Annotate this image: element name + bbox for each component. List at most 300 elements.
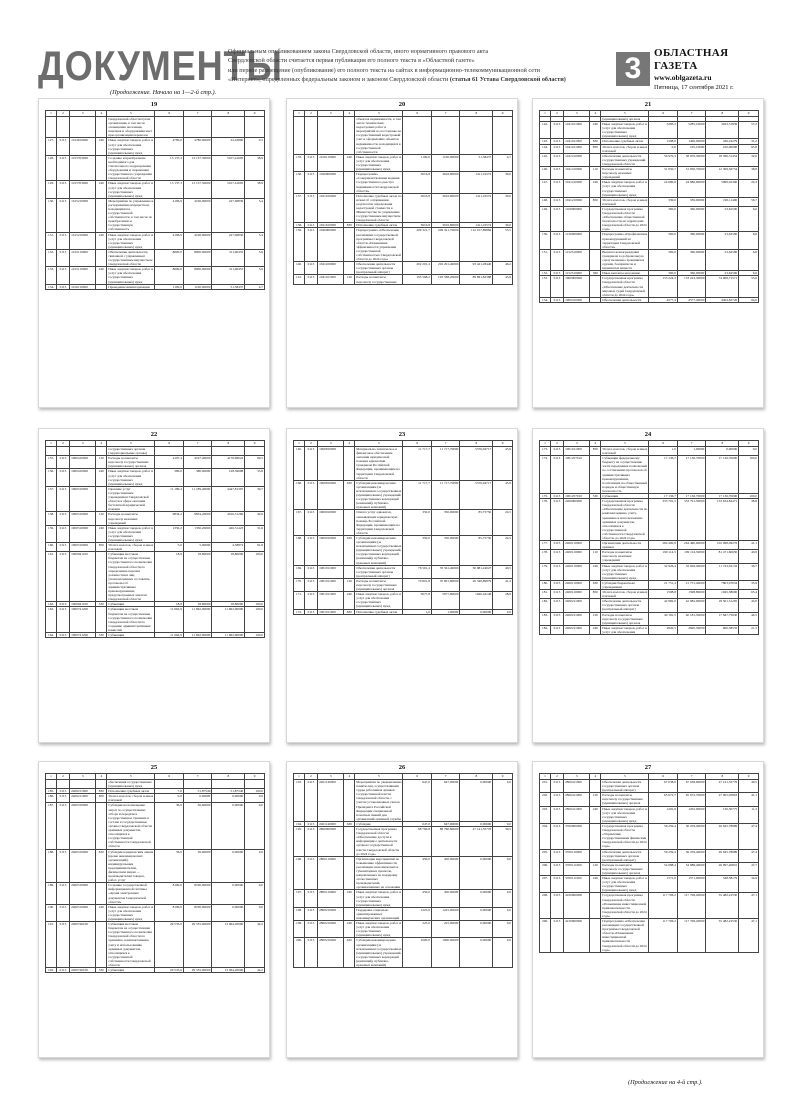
table-cell [590, 541, 601, 550]
column-number: 5 [107, 774, 155, 780]
table-cell: Уплата налогов, сборов и иных платежей [602, 144, 648, 153]
table-cell: 174. [540, 456, 551, 494]
document-page [286, 98, 518, 408]
table-cell: 4447,81397 [212, 486, 245, 512]
table-cell: 3616,8 [403, 172, 431, 193]
table-cell: 1100,0 [403, 154, 431, 171]
table-cell: 0113 [56, 904, 69, 921]
table-cell: Организация мероприятий по повышению эффективности реализации экономических и гуманитарных проектов, направленных на поддержку отечественных производителей, организованных на основании [355, 856, 403, 890]
table-cell: 2800411000 [564, 780, 590, 793]
table-cell: Обеспечение деятельности государственных органов (центральный аппарат) [355, 565, 403, 578]
column-number: 3 [318, 774, 344, 780]
table-cell: Расходы на выплаты персоналу государственных [355, 275, 403, 284]
table-cell: 44,2 [245, 968, 265, 973]
table-cell: 13 064,20000 [212, 922, 245, 968]
table-cell [344, 856, 355, 890]
table-cell: 2400110000 [564, 550, 590, 563]
table-cell: 1900510000 [70, 512, 96, 525]
table-cell: 131. [46, 232, 57, 249]
table-cell: 199 114,50000 [677, 550, 705, 563]
table-cell: 1900410000 [70, 456, 96, 469]
table-cell: 0,00000 [460, 780, 493, 822]
table-cell: 1225,00000 [431, 907, 459, 920]
table-cell: 169. [294, 565, 305, 578]
table-cell: 0,0 [245, 849, 265, 883]
table-cell: 5677,8 [403, 592, 431, 609]
table-cell: 1041011000 [564, 144, 590, 153]
table-cell: 120 [590, 612, 601, 625]
table-cell: 26 645,78989 [706, 823, 739, 849]
table-row [46, 232, 265, 249]
table-cell: 1901011000 [318, 578, 344, 591]
table-cell: 151. [540, 249, 551, 270]
table-cell: Исполнение судебных актов [355, 609, 403, 614]
table-row [46, 543, 265, 552]
table-cell: 3616,80000 [431, 172, 459, 193]
table-cell: 1021610000 [318, 193, 344, 223]
table-cell: 120 [344, 578, 355, 591]
table-cell: 0,0 [493, 890, 513, 907]
column-number: 2 [550, 111, 563, 117]
table-cell: 0113 [56, 543, 69, 552]
table-cell: 70 801,80000 [431, 578, 459, 591]
table-cell: государственных органов (территориальные органы) [107, 447, 155, 456]
table-cell: 110 [590, 550, 601, 563]
table-cell: 89 861,82388 [460, 275, 493, 284]
table-cell: 0113 [550, 249, 563, 270]
table-cell: 360,0 [649, 206, 677, 232]
table-cell: 0113 [304, 609, 317, 614]
table-cell: 41,1 [739, 541, 759, 550]
table-cell: 1015703000 [70, 181, 96, 198]
table-cell: 240 [344, 154, 355, 171]
table-cell: 58 970,30000 [677, 153, 705, 166]
table-cell [155, 117, 183, 138]
table-cell: 4196,9 [155, 198, 183, 232]
table-cell: 18 501,51295 [706, 599, 739, 612]
table-cell: 339,0 [649, 197, 677, 206]
table-cell: 0,0 [493, 921, 513, 938]
table-cell: 2800110000 [318, 856, 344, 890]
table-cell: 158. [46, 512, 57, 525]
table-cell: 11 662,90000 [212, 633, 245, 638]
table-cell: 29 340,89879 [460, 578, 493, 591]
column-number: 6 [649, 774, 677, 780]
column-number: 4 [96, 111, 107, 117]
budget-table [539, 110, 759, 303]
table-cell [96, 447, 107, 456]
table-cell: 0113 [56, 607, 69, 633]
document-page [38, 428, 270, 743]
table-cell: 100,0 [739, 494, 759, 499]
table-row [540, 180, 759, 197]
table-cell: 159. [46, 525, 57, 542]
table-cell: 1041011000 [564, 122, 590, 139]
table-cell: 2820,5 [649, 625, 677, 634]
table-cell: Расходы на выплаты персоналу казенных учреждений [601, 167, 649, 180]
table-cell: 0,0 [493, 907, 513, 920]
table-cell [245, 447, 265, 456]
table-cell: 0113 [304, 228, 317, 262]
table-cell: 40,5 [493, 565, 513, 578]
table-cell: 0113 [56, 138, 69, 155]
table-cell: 99,5 [245, 456, 265, 469]
table-cell: Субвенции [107, 633, 155, 638]
table-cell: 1411,16574 [460, 223, 493, 228]
table-cell: 128. [46, 155, 57, 181]
table-row [46, 968, 265, 973]
table-cell: 187. [46, 803, 57, 849]
table-cell: 1,0 [403, 609, 431, 614]
table-cell: 39,0 [493, 223, 513, 228]
table-row [46, 284, 265, 289]
table-cell: 11 189,4 [155, 486, 183, 512]
table-cell: 202 201,40000 [431, 262, 459, 275]
budget-table [45, 773, 265, 973]
table-row [46, 904, 265, 921]
table-cell: 0113 [304, 821, 317, 826]
table-cell: 1411,16574 [460, 193, 493, 223]
table-cell: 157. [46, 486, 57, 512]
table-cell: Обеспечение деятельности государственных органов (центральный аппарат) [601, 849, 649, 862]
table-cell [590, 849, 601, 862]
table-cell: 127. [46, 138, 57, 155]
table-cell: 2400310000 [70, 849, 96, 883]
column-number: 1 [294, 111, 305, 117]
table-cell: 56,7 [739, 197, 759, 206]
column-number: 1 [294, 441, 305, 447]
table-cell: 0113 [550, 599, 563, 612]
column-number: 6 [155, 774, 183, 780]
column-number: 5 [107, 111, 155, 117]
table-cell: 2400110000 [564, 590, 590, 599]
table-cell [294, 117, 305, 155]
table-cell: 360,00000 [677, 232, 705, 249]
table-cell: 177. [540, 541, 551, 550]
table-cell: 145. [540, 153, 551, 166]
table-cell: 160. [46, 543, 57, 552]
publication-notice-text: «Интернет», определенных федеральным законом и законом Свердловской области [228, 75, 450, 83]
table-cell: 0,0 [493, 821, 513, 826]
table-cell: Поддержка социально ориентированных некоммерческих организаций [355, 907, 403, 920]
table-cell: 47,4 [739, 823, 759, 849]
table-row [540, 197, 759, 206]
table-row [294, 154, 513, 171]
table-cell: 18,80000 [183, 552, 211, 602]
table-cell: 7803,07634 [706, 580, 739, 589]
table-cell: 202 201,4 [403, 262, 431, 275]
column-number: 6 [155, 111, 183, 117]
table-cell: 647,0 [403, 780, 431, 822]
table-row [294, 117, 513, 155]
table-cell: 1901257010 [564, 456, 590, 494]
table-cell: 38,9 [245, 155, 265, 181]
table-cell: 1901011000 [318, 565, 344, 578]
table-cell: 9834,20000 [183, 512, 211, 525]
table-cell: 530 [96, 602, 107, 607]
table-cell: 0,00000 [183, 794, 211, 803]
table-cell: 1041210000 [564, 153, 590, 166]
column-number: 4 [344, 774, 355, 780]
table-cell: Оплата услуг адвокатов, оказывающих юридическую помощь Российской Федерации, проживающим на территории Свердловской области [355, 510, 403, 536]
table-cell: 197. [294, 890, 305, 907]
table-cell: 311,00455 [212, 267, 245, 284]
publication-notice-bold: (статья 61 Устава Свердловской области) [449, 75, 566, 83]
table-cell [431, 117, 459, 155]
table-cell: 209. [540, 919, 551, 953]
table-cell: 0113 [550, 550, 563, 563]
table-cell: 17 136,7 [649, 494, 677, 499]
table-cell: Иные закупки товаров, работ и услуг для обеспечения государственных (муниципальных) нужд [356, 921, 402, 938]
table-cell: 176. [540, 499, 551, 541]
table-cell: 630 [344, 821, 355, 826]
table-cell: 199 114,5 [649, 550, 677, 563]
table-cell: 1900641100 [70, 602, 96, 607]
column-number: 5 [107, 441, 155, 447]
table-cell: 65 672,7 [649, 793, 677, 806]
table-cell: Расходы на выплаты персоналу государственных (муниципальных) органов [601, 862, 649, 875]
table-cell: 18,80000 [212, 552, 245, 602]
table-cell: 850 [96, 543, 107, 552]
table-cell: 8600,00000 [183, 249, 211, 266]
column-number: 6 [155, 441, 183, 447]
column-number: 1 [294, 774, 305, 780]
table-cell: 360,00000 [677, 206, 705, 232]
column-number: 9 [739, 441, 759, 447]
table-cell: 94,0 [739, 297, 759, 302]
table-cell: 2400000000 [564, 499, 590, 541]
table-cell: 240 [344, 890, 355, 907]
document-page [532, 98, 764, 408]
table-cell: 40 181,50000 [677, 612, 705, 625]
table-cell: 0,00000 [212, 849, 245, 883]
table-cell: 227,06836 [212, 232, 245, 249]
table-row [540, 793, 759, 806]
table-cell: 360,0 [649, 271, 677, 276]
table-cell: 0113 [550, 206, 563, 232]
table-cell: 333 791,5 [649, 499, 677, 541]
table-row [540, 563, 759, 580]
table-cell [70, 117, 96, 138]
table-cell: 55 482,22530 [706, 919, 739, 953]
table-cell [96, 284, 107, 289]
table-row [540, 541, 759, 550]
table-cell: 34,9 [739, 876, 759, 893]
table-cell: Субвенции федеральному бюджету на осуществление части переданных полномочий по составлению протоколов об административных правонарушениях, посягающих на общественный порядок и общественную безопасность [602, 456, 647, 493]
table-cell: 0,00000 [212, 794, 245, 803]
table-cell: 65,4 [739, 590, 759, 599]
table-row [540, 499, 759, 541]
table-cell: 11 189,40000 [183, 486, 211, 512]
document-page-number: 25 [150, 764, 158, 771]
table-cell: 4197,40000 [183, 456, 211, 469]
table-cell: 9834,2 [155, 512, 183, 525]
table-cell: 0,0 [493, 780, 513, 822]
column-number: 4 [344, 111, 355, 117]
table-row [294, 907, 513, 920]
table-cell: 4577,4 [649, 297, 677, 302]
table-cell: 0113 [550, 499, 563, 541]
table-cell: 33,8 [245, 469, 265, 486]
table-cell: 195. [294, 827, 305, 857]
table-cell: Расходы на выплаты персоналу государственных (муниципальных) органов [355, 578, 403, 591]
column-number: 1 [540, 111, 551, 117]
budget-table [45, 110, 265, 290]
table-cell: Исполнение судебных актов [601, 139, 649, 144]
table-cell: Субвенции [107, 968, 155, 973]
table-cell: 190. [46, 904, 57, 921]
table-cell: 38,8 [739, 167, 759, 180]
table-row [294, 262, 513, 275]
table-cell: 179. [540, 563, 551, 580]
table-cell [96, 249, 107, 266]
table-cell: 0,00000 [460, 907, 493, 920]
table-cell: 4196,9 [155, 232, 183, 249]
table-cell: 1015210000 [70, 198, 96, 232]
table-cell: 32 926,40000 [677, 563, 705, 580]
table-cell: 0,0 [493, 938, 513, 968]
table-cell: 8190,00000 [183, 904, 211, 921]
table-cell: 17 136,70000 [677, 456, 705, 494]
table-cell: 0113 [304, 856, 317, 890]
table-cell: 240 [590, 122, 601, 139]
table-cell [304, 117, 317, 155]
table-cell: 450,0 [403, 856, 431, 890]
table-cell: 56 259,4 [649, 849, 677, 862]
table-cell [344, 510, 355, 536]
table-cell [344, 447, 355, 481]
table-cell: 130. [46, 198, 57, 232]
table-cell: 0113 [304, 480, 317, 510]
table-cell: 360,0 [649, 232, 677, 249]
table-cell [590, 599, 601, 612]
table-cell: 1900810000 [318, 480, 344, 510]
table-cell: 1900000000 [564, 276, 590, 297]
table-cell: Обеспечение деятельности государственных органов (центральный аппарат) [601, 780, 649, 793]
table-cell: 40,9 [245, 512, 265, 525]
masthead-title: ДОКУМЕНТЫ [38, 42, 283, 89]
table-cell: 1900741200 [70, 607, 96, 633]
table-cell: Субсидии некоммерческим организациям (за исключением государственных (муниципальных) учреждений, государственных корпораций (компаний), публично-правовых компаний) [356, 480, 402, 510]
table-cell: 333 791,50000 [677, 499, 705, 541]
table-cell: Исполнение судебных актов [355, 223, 403, 228]
table-cell: 0113 [550, 590, 563, 599]
table-cell: 199. [294, 921, 305, 938]
table-cell: 0,0 [649, 144, 677, 153]
table-cell [96, 486, 107, 512]
table-cell: 3700110000 [564, 849, 590, 862]
table-cell: 11 717,70000 [431, 447, 459, 481]
table-cell: 170. [294, 578, 305, 591]
table-cell: Подпрограмма «Обеспечение реализации государственной программы Свердловской области «Повышение эффективности управления государственной собственностью Свердловской области до 2024 года» [355, 228, 403, 262]
table-row [294, 480, 513, 510]
table-cell: 13 137,30000 [183, 155, 211, 181]
table-cell: 68 760,8 [403, 827, 431, 857]
table-cell: 85,75750 [460, 510, 493, 536]
column-number: 9 [493, 774, 513, 780]
table-cell [212, 447, 245, 456]
table-cell: 3616,8 [403, 193, 431, 223]
table-cell: Иные закупки товаров, работ и услуг для обеспечения государственных (муниципальных) нужд [356, 890, 402, 907]
table-cell [590, 249, 601, 270]
table-cell: 0113 [550, 612, 563, 625]
table-cell: 240 [590, 876, 601, 893]
table-cell: Подпрограмма «Профилактика правонарушений на территории Свердловской области» [602, 232, 648, 249]
column-number: 7 [677, 774, 705, 780]
table-cell: 44,2 [245, 922, 265, 968]
table-cell: 0,5 [245, 138, 265, 155]
table-row [540, 144, 759, 153]
table-cell [245, 117, 265, 138]
table-cell: 810 [96, 849, 107, 883]
table-cell: 39,7 [245, 486, 265, 512]
table-cell: 194. [294, 821, 305, 826]
table-cell: Расходы на выплаты персоналу государственных (муниципальных) органов [107, 456, 155, 469]
table-cell: 178. [540, 550, 551, 563]
table-cell: Расходы на выплаты персоналу государственных (муниципальных) органов [601, 612, 649, 625]
table-row [46, 849, 265, 883]
table-cell: 0113 [304, 907, 317, 920]
table-cell: Государственная программа Свердловской области «Обеспечение деятельности по комплектованию, учету, хранению и использованию архивных документов, относящихся к государственной собственности Свердловской области, до 2024 года» [602, 499, 648, 540]
table-cell: 1100,00000 [183, 284, 211, 289]
table-cell [590, 276, 601, 297]
table-cell: 32 926,4 [649, 563, 677, 580]
table-cell: 1350,20000 [183, 525, 211, 542]
table-cell: Иные закупки товаров, работ и услуг для обеспечения государственных (муниципальных) нужд [602, 806, 648, 823]
table-cell: 76 561,4 [403, 565, 431, 578]
column-number: 8 [212, 441, 245, 447]
table-cell: Материально-техническое и финансовое обеспечение оказания юридической помощи адвокатами гражданам Российской Федерации, проживающим на территории Свердловской области [355, 447, 403, 481]
table-cell [96, 155, 107, 181]
table-cell: Иные выплаты населению [601, 271, 649, 276]
column-number: 4 [590, 774, 601, 780]
table-cell: 202. [540, 793, 551, 806]
table-cell: 148. [540, 197, 551, 206]
table-cell: 132. [46, 249, 57, 266]
table-cell: 240 [96, 232, 107, 249]
table-cell: 240 [96, 181, 107, 198]
table-cell: 155. [46, 456, 57, 469]
continuation-note-top: (Продолжение. Начало на 1—2-й стр.). [110, 89, 217, 96]
table-cell: Государственная программа Свердловской области «Обеспечение доступа к информации о деятельности органов государственной власти Свердловской области до 2024 года» [355, 827, 403, 857]
table-cell: Обеспечение деятельности [601, 297, 649, 302]
table-cell: 2400110000 [564, 563, 590, 580]
column-number: 1 [540, 774, 551, 780]
table-cell: 54 688,40000 [677, 862, 705, 875]
table-cell: 360,00000 [677, 271, 705, 276]
table-cell: 1900641100 [70, 552, 96, 602]
table-cell [590, 919, 601, 953]
table-cell: 29 535,0 [155, 922, 183, 968]
table-cell: 360 [590, 271, 601, 276]
page-number-badge: 3 [616, 52, 650, 86]
table-cell: 17 136,7 [649, 456, 677, 494]
column-number: 6 [403, 774, 431, 780]
table-cell: Мероприятия по увековечению памяти лиц, осуществлявших труды работников архивов государственной власти Свердловской области, с учетом установленных указов Президента Российской Федерации специальной почетных званий для организаций архивной службы [356, 780, 402, 821]
column-number: 1 [46, 441, 57, 447]
table-cell: Подпрограмма «Совершенствование ведения государственного реестра недвижимости Свердловской области» [355, 172, 403, 193]
table-cell: 350,0 [403, 510, 431, 536]
table-cell: 0113 [304, 890, 317, 907]
table-cell: 0113 [56, 456, 69, 469]
table-cell: 0113 [56, 284, 69, 289]
table-cell: 2800110000 [318, 890, 344, 907]
table-cell [96, 552, 107, 602]
table-cell [56, 117, 69, 138]
table-cell: 2400211000 [564, 599, 590, 612]
table-cell: 29 535,0 [155, 968, 183, 973]
table-cell [590, 206, 601, 232]
